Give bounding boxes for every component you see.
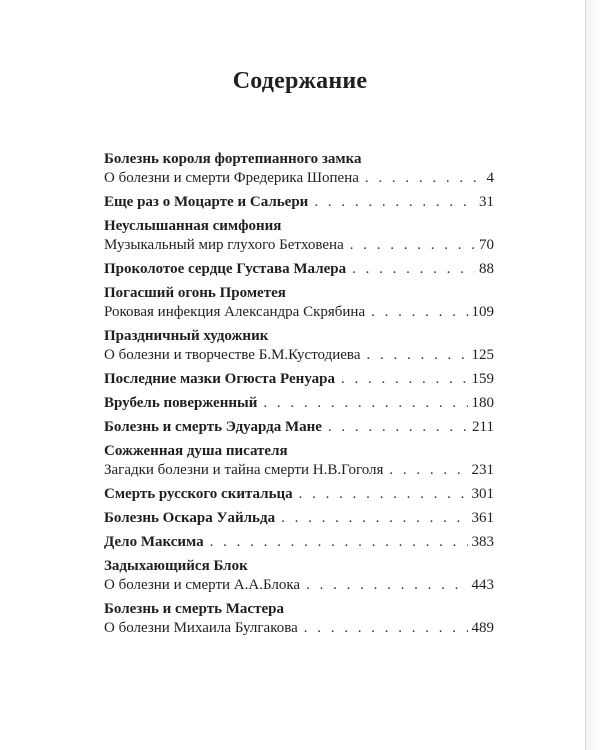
toc-entry[interactable] (104, 442, 494, 480)
page-edge-shadow (586, 0, 600, 750)
dot-leader (314, 193, 475, 212)
toc-entry-line (104, 346, 494, 365)
toc-entry-page-number: 4 (486, 170, 494, 186)
toc-entry-subtitle: О болезни и смерти А.А.Блока (104, 577, 301, 593)
toc-entry-line (104, 485, 494, 504)
toc-entry[interactable] (104, 150, 494, 188)
toc-entry-page-number: 383 (471, 534, 494, 550)
toc-entry-line (104, 193, 494, 212)
toc-entry-heading: Праздничный художник (104, 328, 269, 344)
toc-entry[interactable] (104, 509, 494, 528)
toc-entry[interactable] (104, 533, 494, 552)
toc-entry-line (104, 169, 494, 188)
dot-leader (210, 533, 468, 552)
toc-entry-page-number: 211 (472, 419, 494, 435)
toc-entry-heading: Врубель поверженный (104, 395, 258, 411)
toc-entry-heading: Болезнь и смерть Эдуарда Мане (104, 419, 322, 435)
table-of-contents (104, 150, 494, 643)
toc-entry-heading: Дело Максима (104, 534, 204, 550)
dot-leader (350, 236, 475, 255)
toc-entry-heading: Последние мазки Огюста Ренуара (104, 371, 335, 387)
toc-entry-line (104, 236, 494, 255)
dot-leader (281, 509, 467, 528)
toc-entry[interactable] (104, 557, 494, 595)
toc-entry-subtitle: Роковая инфекция Александра Скрябина (104, 304, 366, 320)
toc-entry-line (104, 260, 494, 279)
toc-entry[interactable] (104, 217, 494, 255)
dot-leader (306, 576, 467, 595)
toc-entry-page-number: 31 (479, 194, 494, 210)
dot-leader (389, 461, 467, 480)
toc-entry-line (104, 619, 494, 638)
toc-entry[interactable] (104, 370, 494, 389)
dot-leader (341, 370, 468, 389)
toc-entry-page-number: 70 (479, 237, 494, 253)
toc-entry-page-number: 301 (471, 486, 494, 502)
dot-leader (352, 260, 475, 279)
dot-leader (304, 619, 468, 638)
toc-entry-subtitle: О болезни и творчестве Б.М.Кустодиева (104, 347, 361, 363)
toc-entry-page-number: 489 (471, 620, 494, 636)
toc-entry[interactable] (104, 327, 494, 365)
toc-entry-heading: Болезнь короля фортепианного замка (104, 151, 362, 167)
dot-leader (371, 303, 467, 322)
toc-entry-page-number: 88 (479, 261, 494, 277)
toc-entry-heading: Погасший огонь Прометея (104, 285, 286, 301)
toc-entry[interactable] (104, 600, 494, 638)
toc-entry-heading: Болезнь Оскара Уайльда (104, 510, 276, 526)
toc-entry-line (104, 533, 494, 552)
toc-entry-page-number: 443 (471, 577, 494, 593)
toc-entry[interactable] (104, 394, 494, 413)
dot-leader (299, 485, 468, 504)
toc-entry-subtitle: Загадки болезни и тайна смерти Н.В.Гоголя (104, 462, 384, 478)
toc-entry-line (104, 509, 494, 528)
toc-entry-line (104, 576, 494, 595)
toc-entry-heading: Еще раз о Моцарте и Сальери (104, 194, 309, 210)
toc-entry-page-number: 159 (471, 371, 494, 387)
toc-entry-line (104, 418, 494, 437)
toc-entry-page-number: 125 (471, 347, 494, 363)
toc-entry-subtitle: О болезни Михаила Булгакова (104, 620, 298, 636)
toc-entry[interactable] (104, 418, 494, 437)
toc-entry-page-number: 231 (471, 462, 494, 478)
toc-entry-heading: Болезнь и смерть Мастера (104, 601, 284, 617)
toc-entry[interactable] (104, 284, 494, 322)
toc-entry-heading: Сожженная душа писателя (104, 443, 288, 459)
toc-entry-heading: Неуслышанная симфония (104, 218, 282, 234)
dot-leader (365, 169, 483, 188)
dot-leader (366, 346, 467, 365)
toc-entry[interactable] (104, 485, 494, 504)
toc-entry-line (104, 461, 494, 480)
toc-entry-line (104, 370, 494, 389)
toc-entry-heading: Проколотое сердце Густава Малера (104, 261, 347, 277)
page-title: Содержание (232, 68, 368, 94)
page-edge (585, 0, 586, 750)
toc-entry-subtitle: Музыкальный мир глухого Бетховена (104, 237, 344, 253)
toc-entry-subtitle: О болезни и смерти Фредерика Шопена (104, 170, 359, 186)
toc-entry[interactable] (104, 193, 494, 212)
toc-entry[interactable] (104, 260, 494, 279)
toc-entry-page-number: 180 (471, 395, 494, 411)
toc-entry-heading: Смерть русского скитальца (104, 486, 293, 502)
toc-entry-line (104, 303, 494, 322)
dot-leader (328, 418, 468, 437)
toc-entry-page-number: 109 (471, 304, 494, 320)
toc-entry-page-number: 361 (471, 510, 494, 526)
toc-entry-heading: Задыхающийся Блок (104, 558, 248, 574)
toc-entry-line (104, 394, 494, 413)
dot-leader (263, 394, 467, 413)
